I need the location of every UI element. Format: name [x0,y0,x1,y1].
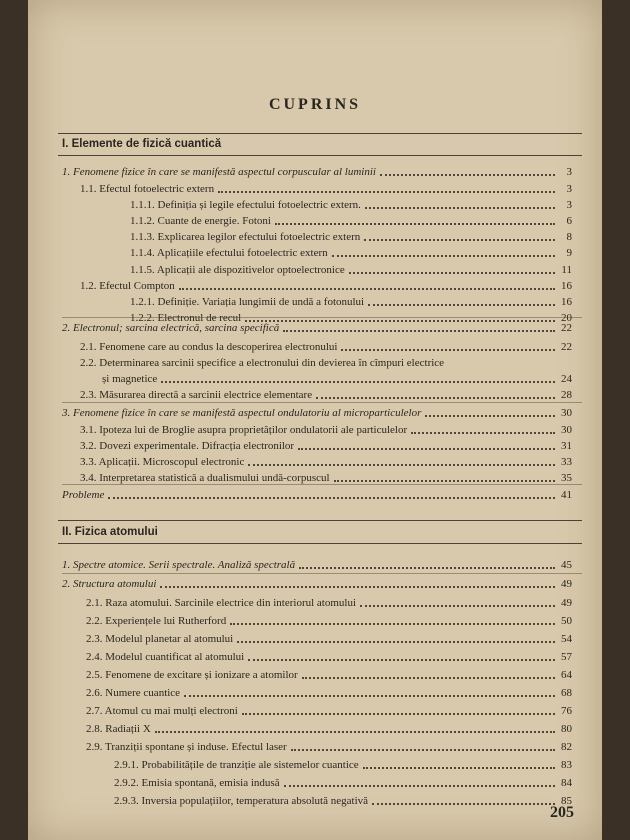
toc-entry [80,471,572,485]
toc-entry-page: 22 [561,322,572,334]
toc-entry-title: 2.9.3. Inversia populațiilor, temperatura absolută negativă [114,795,369,807]
toc-entry-title: 2.3. Măsurarea directă a sarcinii electrice elementare [80,389,313,401]
chapter-heading-2: II. Fizica atomului [62,526,158,538]
toc-entry-page: 9 [566,247,572,259]
toc-entry-page: 31 [561,440,572,452]
toc-entry-title: 3.4. Interpretarea statistică a dualismului undă-corpuscul [80,472,330,484]
toc-entry [130,198,572,212]
toc-entry-page: 45 [561,559,572,571]
toc-entry [130,295,572,309]
toc-entry-title: 1.2. Efectul Compton [80,280,175,292]
toc-entry-page: 20 [561,312,572,324]
toc-entry-title: Probleme [62,489,105,501]
toc-entry-title: 2.5. Fenomene de excitare și ionizare a atomilor [86,669,298,681]
divider [62,402,582,403]
toc-entry-page: 16 [561,280,572,292]
toc-entry-title: 2.1. Fenomene care au condus la descoperirea electronului [80,341,338,353]
toc-entry [80,356,572,370]
divider [58,543,582,544]
toc-entry-title: 1. Spectre atomice. Serii spectrale. Analiză spectrală [62,559,296,571]
toc-entry-title: 2.7. Atomul cu mai mulți electroni [86,705,238,717]
toc-entry-page: 64 [561,669,572,681]
toc-entry [86,740,572,754]
toc-entry [114,794,572,808]
toc-entry-title: 1.1.2. Cuante de energie. Fotoni [130,215,271,227]
toc-entry-page: 68 [561,687,572,699]
toc-entry-title: 2.2. Determinarea sarcinii specifice a electronului din devierea în cîmpuri electrice [80,357,445,369]
toc-entry-title: 2.8. Radiații X [86,723,151,735]
divider [62,317,582,318]
toc-entry [80,279,572,293]
toc-entry-page: 22 [561,341,572,353]
page-title: CUPRINS [268,96,362,113]
page-number: 205 [550,804,574,821]
toc-entry-title: 2.1. Raza atomului. Sarcinile electrice din interiorul atomului [86,597,357,609]
toc-entry-title: 2.6. Numere cuantice [86,687,181,699]
toc-entry-page: 3 [566,199,572,211]
toc-entry-title: 2.4. Modelul cuantificat al atomului [86,651,245,663]
toc-entry-page: 33 [561,456,572,468]
toc-entry [86,668,572,682]
toc-entry-page: 8 [566,231,572,243]
toc-entry [130,230,572,244]
toc-entry [80,182,572,196]
toc-entry-title: 2. Electronul; sarcina electrică, sarcina specifică [62,322,280,334]
toc-entry-title: 1.2.1. Definiție. Variația lungimii de undă a fotonului [130,296,365,308]
toc-entry [86,650,572,664]
toc-entry-page: 6 [566,215,572,227]
toc-entry [62,488,572,502]
toc-entry-title: 3.2. Dovezi experimentale. Difracția electronilor [80,440,295,452]
toc-entry [102,372,572,386]
toc-entry-page: 24 [561,373,572,385]
toc-entry [86,596,572,610]
divider [62,573,582,574]
toc-entry-page: 76 [561,705,572,717]
toc-entry-page: 30 [561,407,572,419]
toc-entry-title: 3. Fenomene fizice în care se manifestă aspectul ondulatoriu al microparticulelor [62,407,422,419]
toc-entry [62,321,572,335]
toc-entry-title: 2. Structura atomului [62,578,157,590]
toc-entry-page: 54 [561,633,572,645]
toc-entry-title: și magnetice [102,373,158,385]
toc-entry [62,165,572,179]
toc-entry [80,423,572,437]
toc-entry-page: 82 [561,741,572,753]
toc-entry [130,214,572,228]
toc-entry-title: 2.3. Modelul planetar al atomului [86,633,234,645]
toc-entry-page: 49 [561,597,572,609]
toc-entry-page: 85 [561,795,572,807]
toc-entry-page: 41 [561,489,572,501]
divider [58,133,582,134]
toc-entry-page: 16 [561,296,572,308]
toc-entry [80,455,572,469]
toc-entry [80,340,572,354]
toc-entry-page: 57 [561,651,572,663]
toc-entry-title: 3.1. Ipoteza lui de Broglie asupra proprietăților ondulatorii ale particulelor [80,424,408,436]
divider [58,520,582,521]
toc-entry-page: 35 [561,472,572,484]
divider [62,484,582,485]
toc-entry-page: 30 [561,424,572,436]
toc-entry-page: 3 [566,183,572,195]
toc-entry [86,614,572,628]
toc-entry-page: 80 [561,723,572,735]
toc-entry-page: 49 [561,578,572,590]
toc-entry-title: 2.2. Experiențele lui Rutherford [86,615,227,627]
toc-entry-title: 3.3. Aplicații. Microscopul electronic [80,456,245,468]
toc-entry [86,722,572,736]
toc-entry [130,246,572,260]
toc-entry-title: 1.1.1. Definiția și legile efectului fotoelectric extern. [130,199,361,211]
toc-entry [62,558,572,572]
toc-entry-title: 2.9.1. Probabilitățile de tranziție ale sistemelor cuantice [114,759,359,771]
toc-entry [114,758,572,772]
toc-entry-page: 83 [561,759,572,771]
toc-entry-title: 2.9. Tranziții spontane și induse. Efectul laser [86,741,287,753]
toc-entry [130,263,572,277]
toc-entry [80,388,572,402]
toc-entry-page: 84 [561,777,572,789]
toc-entry-title: 1.2.2. Electronul de recul [130,312,242,324]
toc-entry [114,776,572,790]
toc-entry [62,406,572,420]
toc-entry [62,577,572,591]
toc-entry [86,632,572,646]
toc-entry-title: 1.1. Efectul fotoelectric extern [80,183,215,195]
toc-entry [86,704,572,718]
toc-entry-page: 11 [561,264,572,276]
toc-entry-page: 50 [561,615,572,627]
toc-entry-title: 1.1.3. Explicarea legilor efectului fotoelectric extern [130,231,361,243]
toc-entry-title: 1. Fenomene fizice în care se manifestă aspectul corpuscular al luminii [62,166,376,178]
toc-entry [86,686,572,700]
toc-entry-title: 1.1.4. Aplicațiile efectului fotoelectric extern [130,247,328,259]
toc-entry-title: 1.1.5. Aplicații ale dispozitivelor optoelectronice [130,264,345,276]
book-page [28,0,602,840]
toc-entry-title: 2.9.2. Emisia spontană, emisia indusă [114,777,280,789]
toc-entry-page: 3 [566,166,572,178]
toc-entry-page: 28 [561,389,572,401]
divider [58,155,582,156]
chapter-heading-1: I. Elemente de fizică cuantică [62,138,222,150]
toc-entry [80,439,572,453]
